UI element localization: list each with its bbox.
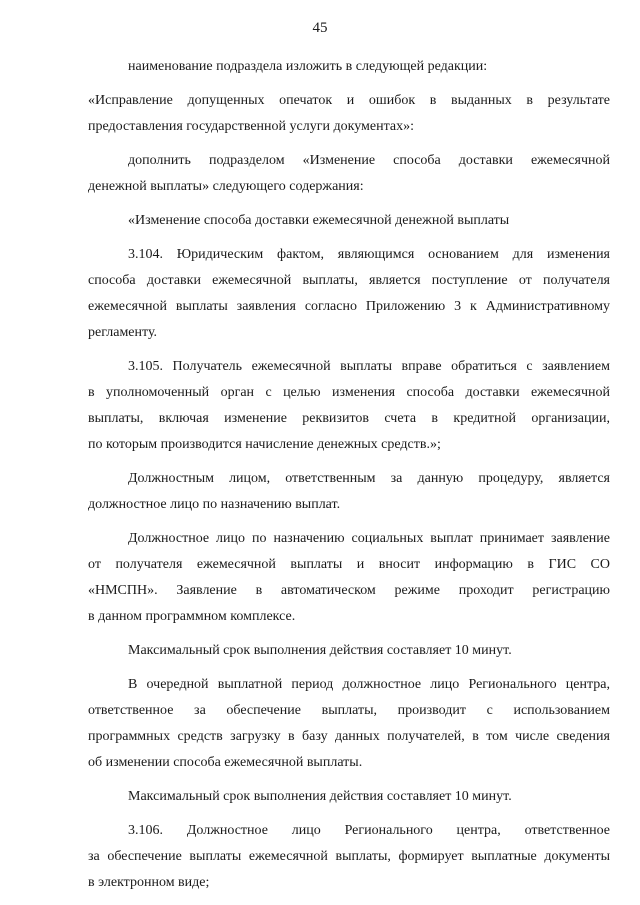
text-line: Должностное лицо по назначению социальных выплат принимает заявление	[128, 531, 610, 546]
paragraph	[88, 208, 610, 234]
paragraph	[88, 672, 610, 776]
text-line: В очередной выплатной период должностное лицо Регионального центра,	[128, 677, 610, 692]
text-line: выплаты, включая изменение реквизитов счета в кредитной организации,	[88, 411, 610, 426]
text-line: предоставления государственной услуги документах»:	[88, 119, 414, 134]
text-line: в данном программном комплексе.	[88, 609, 296, 624]
text-line: регламенту.	[88, 325, 158, 340]
paragraph	[88, 526, 610, 630]
document-body	[88, 54, 610, 896]
text-line: 3.106. Должностное лицо Регионального центра, ответственное	[128, 823, 610, 838]
text-line: «Исправление допущенных опечаток и ошибок в выданных в результате	[88, 93, 610, 108]
text-line: Максимальный срок выполнения действия составляет 10 минут.	[128, 643, 512, 658]
paragraph	[88, 354, 610, 458]
text-line: об изменении способа ежемесячной выплаты.	[88, 755, 363, 770]
text-line: 3.104. Юридическим фактом, являющимся основанием для изменения	[128, 247, 610, 262]
text-line: по которым производится начисление денежных средств.»;	[88, 437, 441, 452]
paragraph	[88, 88, 610, 140]
paragraph	[88, 818, 610, 896]
paragraph	[88, 638, 610, 664]
text-line: ответственное за обеспечение выплаты, производит с использованием	[88, 703, 610, 718]
text-line: за обеспечение выплаты ежемесячной выплаты, формирует выплатные документы	[88, 849, 610, 864]
text-line: наименование подраздела изложить в следующей редакции:	[128, 59, 488, 74]
text-line: 3.105. Получатель ежемесячной выплаты вправе обратиться с заявлением	[128, 359, 610, 374]
text-line: должностное лицо по назначению выплат.	[88, 497, 341, 512]
paragraph	[88, 148, 610, 200]
paragraph	[88, 466, 610, 518]
paragraph	[88, 54, 610, 80]
text-line: «НМСПН». Заявление в автоматическом режиме проходит регистрацию	[88, 583, 610, 598]
paragraph	[88, 242, 610, 346]
text-line: от получателя ежемесячной выплаты и вносит информацию в ГИС СО	[88, 557, 610, 572]
text-line: в уполномоченный орган с целью изменения способа доставки ежемесячной	[88, 385, 610, 400]
text-line: денежной выплаты» следующего содержания:	[88, 179, 364, 194]
text-line: дополнить подразделом «Изменение способа доставки ежемесячной	[128, 153, 610, 168]
text-line: способа доставки ежемесячной выплаты, является поступление от получателя	[88, 273, 610, 288]
text-line: ежемесячной выплаты заявления согласно Приложению 3 к Административному	[88, 299, 610, 314]
page-number: 45	[312, 20, 328, 36]
text-line: программных средств загрузку в базу данных получателей, в том числе сведения	[88, 729, 610, 744]
paragraph	[88, 784, 610, 810]
text-line: Максимальный срок выполнения действия составляет 10 минут.	[128, 789, 512, 804]
text-line: в электронном виде;	[88, 875, 210, 890]
text-line: «Изменение способа доставки ежемесячной денежной выплаты	[128, 213, 510, 228]
text-line: Должностным лицом, ответственным за данную процедуру, является	[128, 471, 610, 486]
